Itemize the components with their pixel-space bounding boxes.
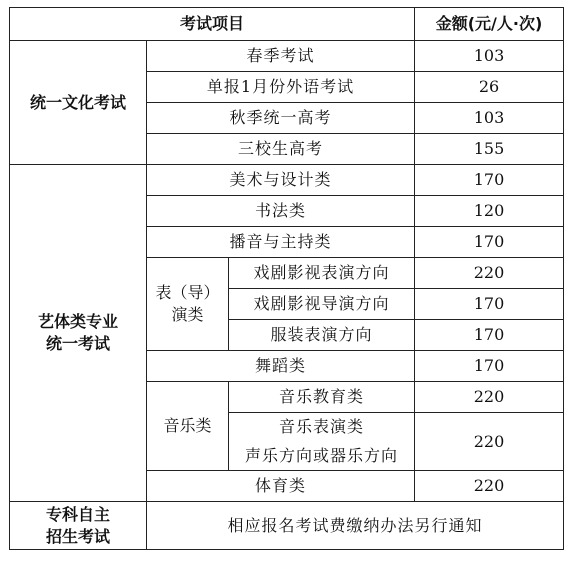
exam-item: 舞蹈类: [147, 351, 415, 382]
table-row: [10, 41, 564, 72]
exam-amount: 220: [415, 471, 564, 502]
culture-exam-category: 统一文化考试: [10, 41, 147, 165]
header-row: [10, 8, 564, 41]
item-header: 考试项目: [10, 8, 415, 41]
exam-item: 音乐表演类: [229, 413, 415, 442]
exam-item: 服装表演方向: [229, 320, 415, 351]
table-row: [10, 502, 564, 550]
exam-amount: 103: [415, 103, 564, 134]
performance-label-line2: 演类: [171, 305, 204, 324]
exam-amount: 170: [415, 227, 564, 258]
exam-amount: 155: [415, 134, 564, 165]
special-exam-category: [10, 502, 147, 550]
exam-amount: 220: [415, 258, 564, 289]
exam-item: 秋季统一高考: [147, 103, 415, 134]
exam-item: 戏剧影视表演方向: [229, 258, 415, 289]
exam-amount: 220: [415, 382, 564, 413]
exam-item: 三校生高考: [147, 134, 415, 165]
exam-item: 春季考试: [147, 41, 415, 72]
exam-amount: 120: [415, 196, 564, 227]
arts-title-line1: 艺体类专业: [37, 312, 118, 331]
special-title-line2: 招生考试: [45, 526, 110, 546]
arts-exam-category: [10, 165, 147, 502]
music-subcategory: 音乐类: [147, 382, 229, 471]
exam-amount: 170: [415, 165, 564, 196]
special-exam-note: 相应报名考试费缴纳办法另行通知: [147, 502, 564, 550]
exam-item-sub: 声乐方向或器乐方向: [229, 442, 415, 471]
exam-amount: 170: [415, 351, 564, 382]
exam-amount: 170: [415, 289, 564, 320]
performance-label-line1: 表（导）: [155, 283, 220, 302]
exam-item: 音乐教育类: [229, 382, 415, 413]
exam-item: 书法类: [147, 196, 415, 227]
exam-item: 体育类: [147, 471, 415, 502]
special-title-line1: 专科自主: [45, 504, 110, 524]
exam-amount: 103: [415, 41, 564, 72]
exam-item: 播音与主持类: [147, 227, 415, 258]
exam-amount: 26: [415, 72, 564, 103]
exam-item: 美术与设计类: [147, 165, 415, 196]
arts-title-line2: 统一考试: [45, 334, 110, 353]
exam-amount: 220: [415, 413, 564, 471]
exam-item: 单报1月份外语考试: [147, 72, 415, 103]
exam-amount: 170: [415, 320, 564, 351]
exam-item: 戏剧影视导演方向: [229, 289, 415, 320]
table-row: [10, 165, 564, 196]
performance-subcategory: [147, 258, 229, 351]
fee-table: [9, 7, 564, 550]
amount-header: 金额(元/人·次): [415, 8, 564, 41]
